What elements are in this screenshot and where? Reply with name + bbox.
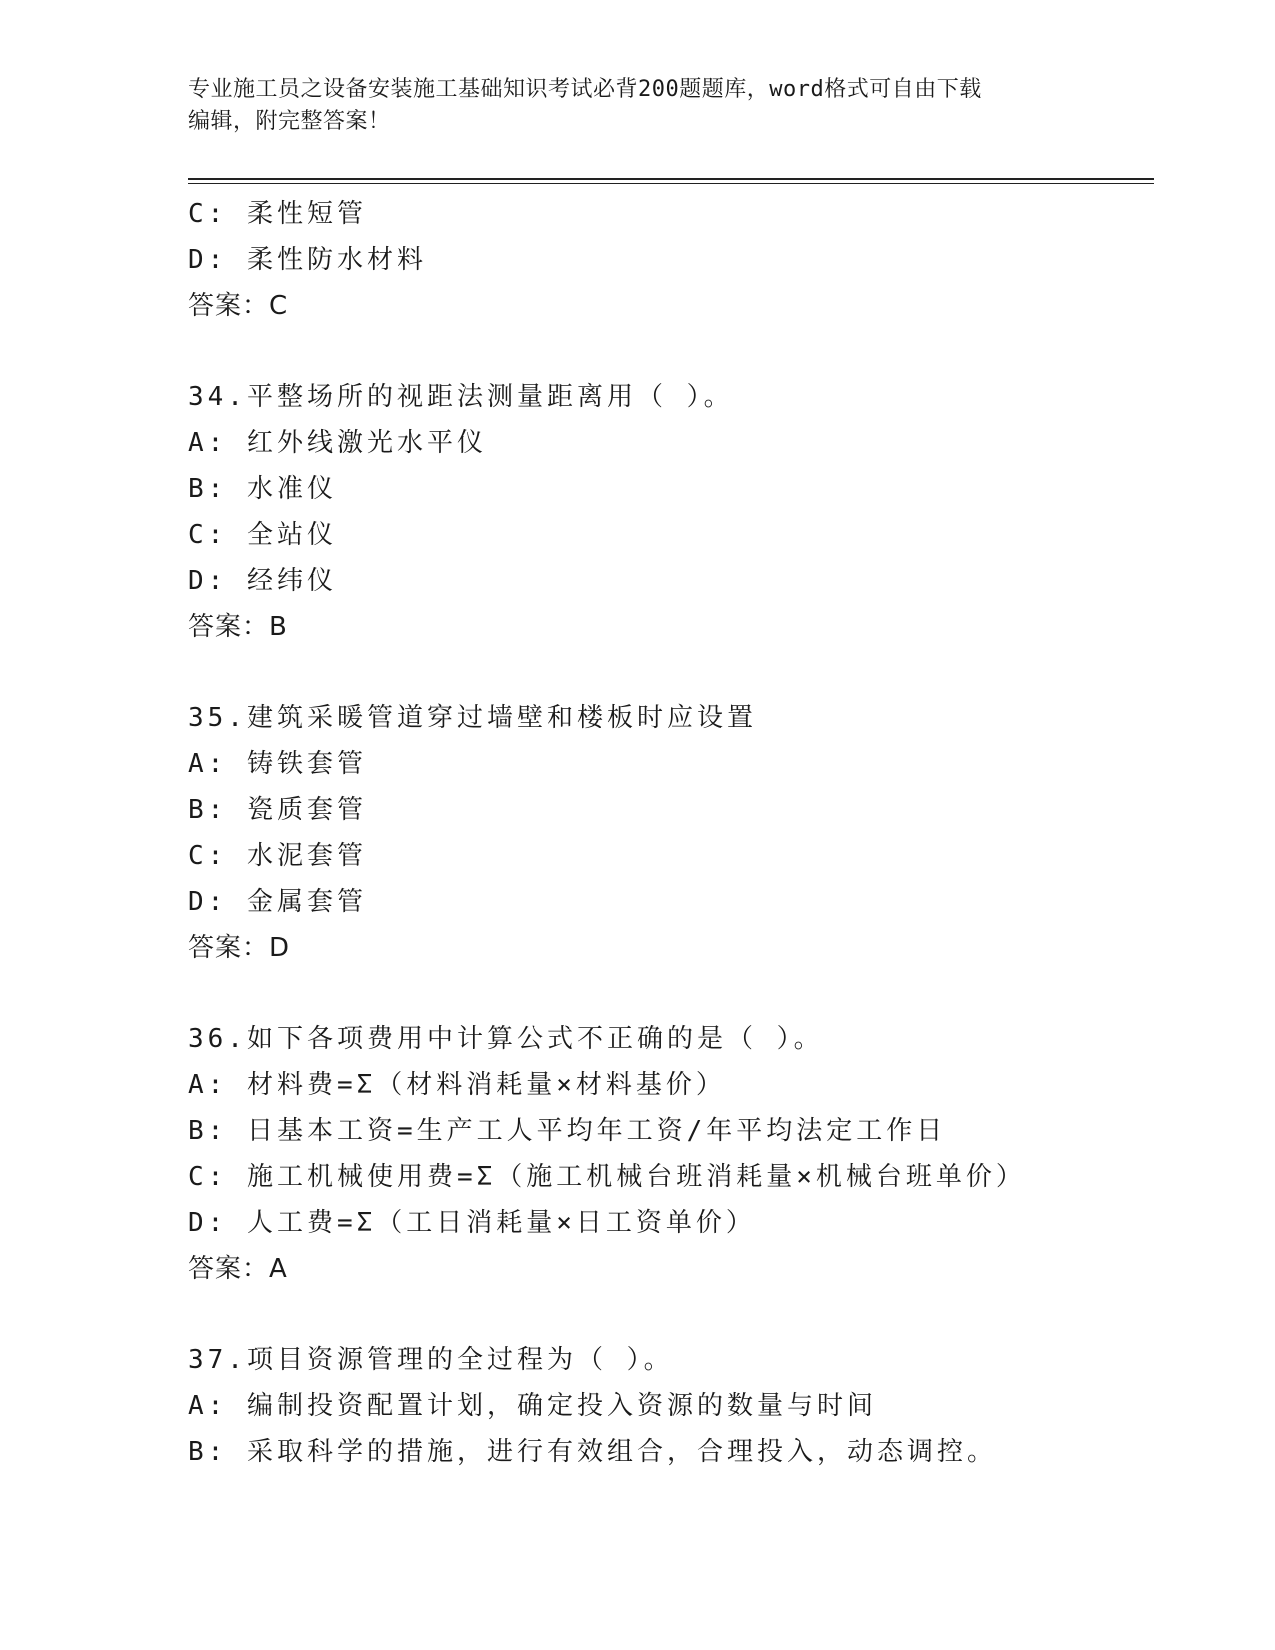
answer-line: 答案：B [188,612,288,642]
option-a: A: 材料费=Σ（材料消耗量×材料基价） [188,1070,726,1100]
header-line-1: 专业施工员之设备安装施工基础知识考试必背200题题库，word格式可自由下载 [188,77,982,102]
header-divider-thin [188,183,1154,184]
option-b: B: 瓷质套管 [188,795,367,825]
option-a: A: 铸铁套管 [188,749,367,779]
question-list [188,191,1148,1475]
question-stem: 35.建筑采暖管道穿过墙壁和楼板时应设置 [188,703,757,733]
option-a: A: 编制投资配置计划，确定投入资源的数量与时间 [188,1391,877,1421]
question-stem: 34.平整场所的视距法测量距离用（ ）。 [188,382,734,412]
option-d: D: 金属套管 [188,887,367,917]
option-c: C: 水泥套管 [188,841,367,871]
option-b: B: 日基本工资=生产工人平均年工资/年平均法定工作日 [188,1116,947,1146]
document-header [188,74,1068,138]
option-b: B: 水准仪 [188,474,337,504]
option-c: C: 施工机械使用费=Σ（施工机械台班消耗量×机械台班单价） [188,1162,1026,1192]
question-stem: 36.如下各项费用中计算公式不正确的是（ ）。 [188,1024,824,1054]
option-d: D: 柔性防水材料 [188,245,427,275]
header-line-2: 编辑，附完整答案！ [188,109,391,134]
answer-line: 答案：D [188,933,291,963]
option-d: D: 人工费=Σ（工日消耗量×日工资单价） [188,1208,756,1238]
option-b: B: 采取科学的措施，进行有效组合，合理投入，动态调控。 [188,1437,997,1467]
answer-line: 答案：A [188,1254,288,1284]
option-c: C: 柔性短管 [188,199,367,229]
answer-line: 答案：C [188,291,289,321]
option-c: C: 全站仪 [188,520,337,550]
question-stem: 37.项目资源管理的全过程为（ ）。 [188,1345,674,1375]
header-divider-thick [188,178,1154,180]
option-a: A: 红外线激光水平仪 [188,428,487,458]
option-d: D: 经纬仪 [188,566,337,596]
